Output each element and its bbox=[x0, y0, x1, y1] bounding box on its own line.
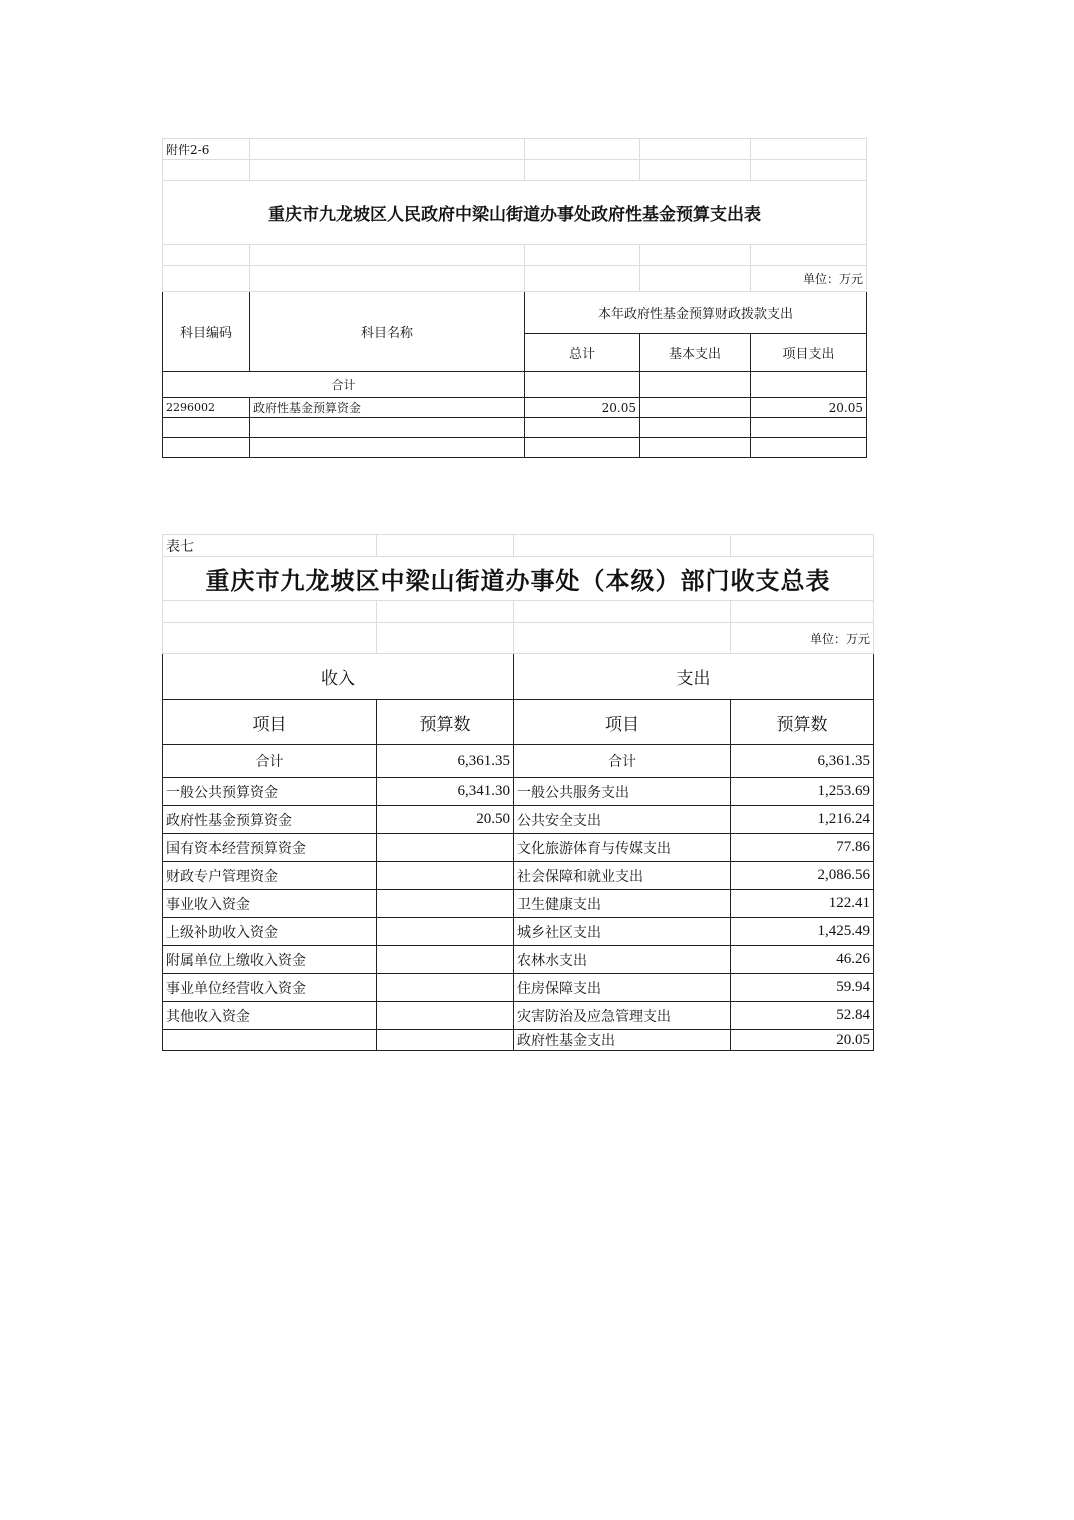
row-code: 2296002 bbox=[163, 398, 250, 418]
header-income-item: 项目 bbox=[163, 700, 377, 745]
expense-item: 文化旅游体育与传媒支出 bbox=[514, 834, 731, 862]
row-total: 20.05 bbox=[525, 398, 640, 418]
header-expense-item: 项目 bbox=[514, 700, 731, 745]
income-value bbox=[377, 974, 514, 1002]
income-value: 20.50 bbox=[377, 806, 514, 834]
expense-value: 1,253.69 bbox=[731, 778, 874, 806]
expense-total-label: 合计 bbox=[514, 745, 731, 778]
header-income: 收入 bbox=[163, 654, 514, 700]
total-row bbox=[163, 745, 874, 778]
income-item: 其他收入资金 bbox=[163, 1002, 377, 1030]
table-label: 表七 bbox=[163, 535, 377, 557]
header-income-budget: 预算数 bbox=[377, 700, 514, 745]
expense-value: 20.05 bbox=[731, 1030, 874, 1051]
expense-value: 1,216.24 bbox=[731, 806, 874, 834]
table-body bbox=[163, 778, 874, 1051]
income-item: 事业收入资金 bbox=[163, 890, 377, 918]
income-item bbox=[163, 1030, 377, 1051]
expense-item: 卫生健康支出 bbox=[514, 890, 731, 918]
income-value bbox=[377, 862, 514, 890]
table-row bbox=[163, 946, 874, 974]
expense-item: 公共安全支出 bbox=[514, 806, 731, 834]
header-group: 本年政府性基金预算财政拨款支出 bbox=[525, 292, 867, 334]
unit-label: 单位：万元 bbox=[751, 266, 867, 292]
total-label: 合计 bbox=[163, 372, 525, 398]
table-row bbox=[163, 862, 874, 890]
row-basic bbox=[640, 398, 751, 418]
table-row bbox=[163, 806, 874, 834]
income-item: 政府性基金预算资金 bbox=[163, 806, 377, 834]
expense-value: 1,425.49 bbox=[731, 918, 874, 946]
expense-item: 一般公共服务支出 bbox=[514, 778, 731, 806]
expense-value: 2,086.56 bbox=[731, 862, 874, 890]
expense-value: 122.41 bbox=[731, 890, 874, 918]
expense-item: 灾害防治及应急管理支出 bbox=[514, 1002, 731, 1030]
table-row bbox=[163, 918, 874, 946]
income-item: 附属单位上缴收入资金 bbox=[163, 946, 377, 974]
income-item: 一般公共预算资金 bbox=[163, 778, 377, 806]
income-item: 上级补助收入资金 bbox=[163, 918, 377, 946]
header-name: 科目名称 bbox=[250, 292, 525, 372]
expense-value: 52.84 bbox=[731, 1002, 874, 1030]
income-item: 财政专户管理资金 bbox=[163, 862, 377, 890]
table-row bbox=[163, 778, 874, 806]
income-value bbox=[377, 890, 514, 918]
expense-item: 政府性基金支出 bbox=[514, 1030, 731, 1051]
income-value bbox=[377, 834, 514, 862]
table-row bbox=[163, 834, 874, 862]
table-row bbox=[163, 398, 867, 418]
table-row bbox=[163, 890, 874, 918]
header-code: 科目编码 bbox=[163, 292, 250, 372]
header-expense: 支出 bbox=[514, 654, 874, 700]
expense-item: 城乡社区支出 bbox=[514, 918, 731, 946]
table-row bbox=[163, 974, 874, 1002]
table-title: 重庆市九龙坡区人民政府中梁山街道办事处政府性基金预算支出表 bbox=[163, 181, 867, 245]
table-row bbox=[163, 1002, 874, 1030]
expense-value: 59.94 bbox=[731, 974, 874, 1002]
expense-item: 社会保障和就业支出 bbox=[514, 862, 731, 890]
header-expense-budget: 预算数 bbox=[731, 700, 874, 745]
income-item: 事业单位经营收入资金 bbox=[163, 974, 377, 1002]
row-project: 20.05 bbox=[751, 398, 867, 418]
income-value: 6,341.30 bbox=[377, 778, 514, 806]
expense-item: 农林水支出 bbox=[514, 946, 731, 974]
table-title: 重庆市九龙坡区中梁山街道办事处（本级）部门收支总表 bbox=[163, 557, 874, 601]
unit-label: 单位：万元 bbox=[731, 623, 874, 654]
income-value bbox=[377, 1002, 514, 1030]
expense-value: 77.86 bbox=[731, 834, 874, 862]
expense-total-value: 6,361.35 bbox=[731, 745, 874, 778]
table-row bbox=[163, 1030, 874, 1051]
income-item: 国有资本经营预算资金 bbox=[163, 834, 377, 862]
income-value bbox=[377, 1030, 514, 1051]
income-total-label: 合计 bbox=[163, 745, 377, 778]
row-name: 政府性基金预算资金 bbox=[250, 398, 525, 418]
income-value bbox=[377, 946, 514, 974]
income-value bbox=[377, 918, 514, 946]
annex-label: 附件2-6 bbox=[163, 139, 250, 160]
government-fund-expenditure-table bbox=[162, 138, 867, 458]
expense-value: 46.26 bbox=[731, 946, 874, 974]
header-total: 总计 bbox=[525, 334, 640, 372]
expense-item: 住房保障支出 bbox=[514, 974, 731, 1002]
income-total-value: 6,361.35 bbox=[377, 745, 514, 778]
department-income-expense-table bbox=[162, 534, 874, 1051]
header-basic: 基本支出 bbox=[640, 334, 751, 372]
header-project: 项目支出 bbox=[751, 334, 867, 372]
